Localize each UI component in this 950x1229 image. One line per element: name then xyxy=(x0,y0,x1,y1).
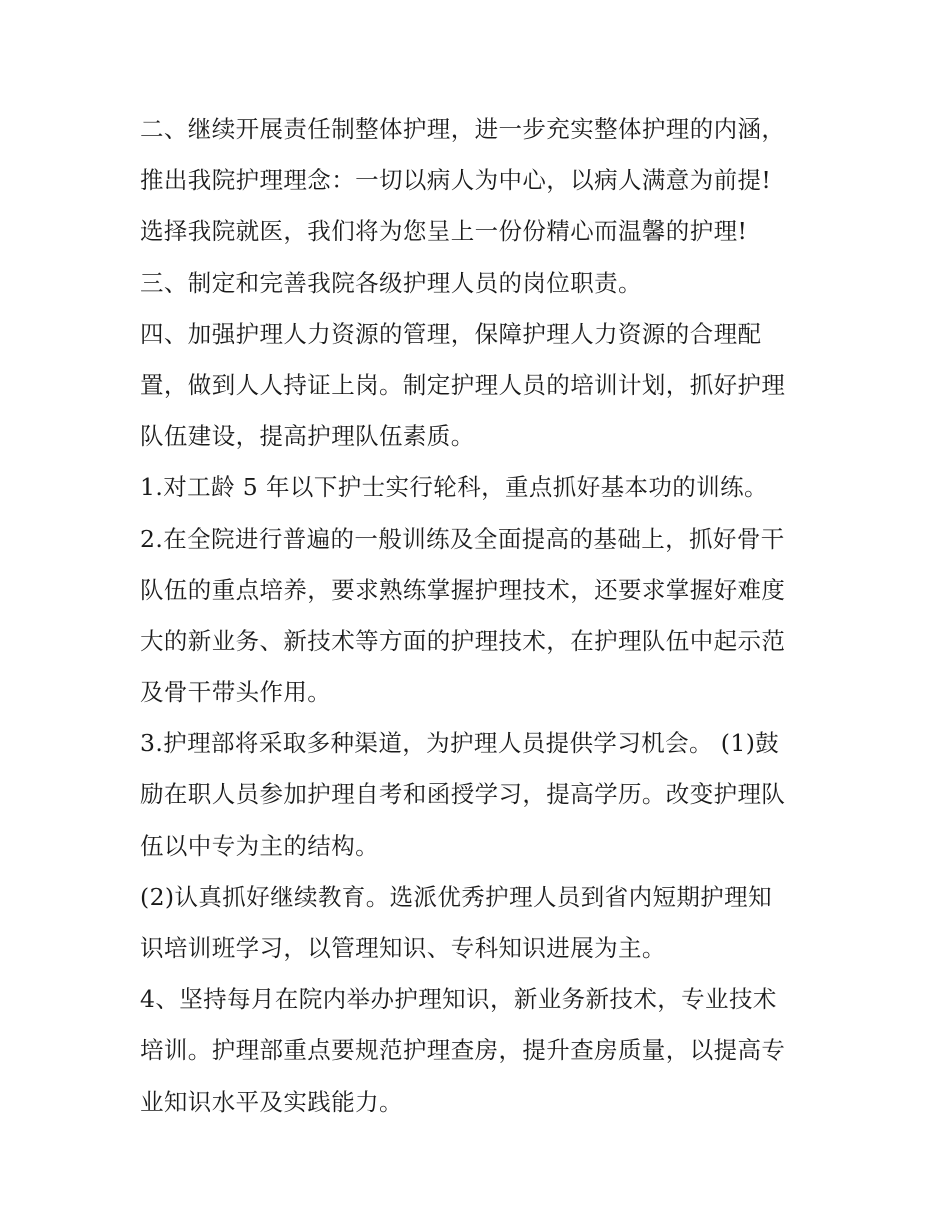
text-line: 置，做到人人持证上岗。制定护理人员的培训计划，抓好护理 xyxy=(140,370,786,399)
text-line: 业知识水平及实践能力。 xyxy=(140,1087,403,1116)
text-line: 推出我院护理理念：一切以病人为中心，以病人满意为前提! xyxy=(140,166,772,195)
text-line: 队伍的重点培养，要求熟练掌握护理技术，还要求掌握好难度 xyxy=(140,575,786,604)
text-line: 3.护理部将采取多种渠道，为护理人员提供学习机会。 (1)鼓 xyxy=(140,729,780,758)
text-line: (2)认真抓好继续教育。选派优秀护理人员到省内短期护理知 xyxy=(140,882,772,911)
text-line: 2.在全院进行普遍的一般训练及全面提高的基础上，抓好骨干 xyxy=(140,524,785,553)
text-line: 三、制定和完善我院各级护理人员的岗位职责。 xyxy=(140,268,642,297)
text-line: 选择我院就医，我们将为您呈上一份份精心而温馨的护理! xyxy=(140,217,748,246)
text-line: 二、继续开展责任制整体护理，进一步充实整体护理的内涵， xyxy=(140,115,786,143)
text-line: 4、坚持每月在院内举办护理知识，新业务新技术，专业技术 xyxy=(140,985,777,1014)
text-line: 大的新业务、新技术等方面的护理技术，在护理队伍中起示范 xyxy=(140,626,786,655)
text-line: 及骨干带头作用。 xyxy=(140,678,332,707)
text-line: 四、加强护理人力资源的管理，保障护理人力资源的合理配 xyxy=(140,319,762,348)
text-line: 伍以中专为主的结构。 xyxy=(140,831,379,860)
document-body xyxy=(140,104,820,1128)
text-line: 1.对工龄 5 年以下护士实行轮科，重点抓好基本功的训练。 xyxy=(140,473,768,502)
text-line: 队伍建设，提高护理队伍素质。 xyxy=(140,422,475,451)
text-line: 培训。护理部重点要规范护理查房，提升查房质量，以提高专 xyxy=(140,1036,786,1065)
text-line: 励在职人员参加护理自考和函授学习，提高学历。改变护理队 xyxy=(140,780,786,809)
text-line: 识培训班学习，以管理知识、专科知识进展为主。 xyxy=(140,934,666,962)
